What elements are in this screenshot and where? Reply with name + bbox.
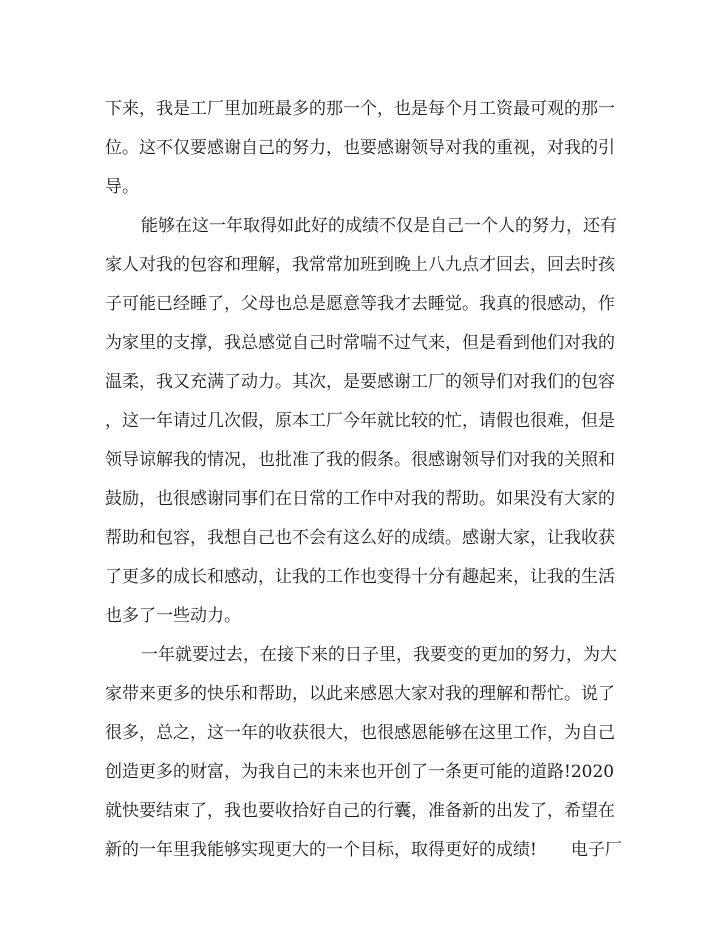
document-body — [105, 90, 625, 870]
paragraph-line: 能够在这一年取得如此好的成绩不仅是自己一个人的努力，还有 — [141, 216, 617, 236]
paragraph-line: 鼓励，也很感谢同事们在日常的工作中对我的帮助。如果没有大家的 — [105, 489, 615, 509]
paragraph-line: 家带来更多的快乐和帮助，以此来感恩大家对我的理解和帮忙。说了 — [105, 684, 615, 704]
paragraph-line: 导。 — [105, 177, 139, 197]
paragraph-2 — [105, 207, 625, 636]
paragraph-line: 温柔，我又充满了动力。其次，是要感谢工厂的领导们对我们的包容 — [105, 372, 615, 392]
paragraph-line: 领导谅解我的情况，也批准了我的假条。很感谢领导们对我的关照和 — [105, 450, 615, 470]
paragraph-line: 也多了一些动力。 — [105, 606, 241, 626]
paragraph-line: 新的一年里我能够实现更大的一个目标，取得更好的成绩! 电子厂 — [105, 840, 622, 860]
paragraph-line: 创造更多的财富，为我自己的未来也开创了一条更可能的道路!2020 — [105, 762, 615, 782]
paragraph-3 — [105, 636, 625, 870]
paragraph-line: 很多，总之，这一年的收获很大，也很感恩能够在这里工作，为自己 — [105, 723, 615, 743]
paragraph-line: 帮助和包容，我想自己也不会有这么好的成绩。感谢大家，让我收获 — [105, 528, 615, 548]
paragraph-line: 了更多的成长和感动，让我的工作也变得十分有趣起来，让我的生活 — [105, 567, 615, 587]
paragraph-line: 一年就要过去，在接下来的日子里，我要变的更加的努力，为大 — [141, 645, 617, 665]
paragraph-line: 家人对我的包容和理解，我常常加班到晚上八九点才回去，回去时孩 — [105, 255, 615, 275]
paragraph-line: 子可能已经睡了，父母也总是愿意等我才去睡觉。我真的很感动，作 — [105, 294, 615, 314]
paragraph-1 — [105, 90, 625, 207]
paragraph-line: 为家里的支撑，我总感觉自己时常喘不过气来，但是看到他们对我的 — [105, 333, 615, 353]
paragraph-line: ，这一年请过几次假，原本工厂今年就比较的忙，请假也很难，但是 — [105, 411, 615, 431]
paragraph-line: 就快要结束了，我也要收拾好自己的行囊，准备新的出发了，希望在 — [105, 801, 615, 821]
paragraph-line: 下来，我是工厂里加班最多的那一个，也是每个月工资最可观的那一 — [105, 99, 615, 119]
paragraph-line: 位。这不仅要感谢自己的努力，也要感谢领导对我的重视，对我的引 — [105, 138, 615, 158]
